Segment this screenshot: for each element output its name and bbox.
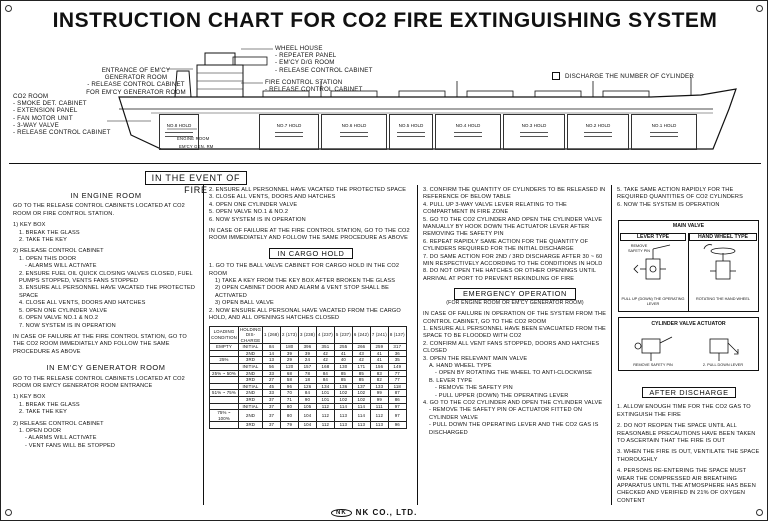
instruction-text: IN CASE OF FAILURE AT THE FIRE CONTROL STATION, GO TO THE CO2 ROOM IMMEDIATELY AND FOLLOW THE SAME PROCEDURE AS ABOVE [13,333,187,355]
table-cell: 42 [352,357,370,364]
ship-label: ENTRANCE OF EM'CY GENERATOR ROOM [101,67,171,82]
table-cell: 24 [298,357,316,364]
instruction-text: 2. TAKE THE KEY [19,237,67,244]
table-cell: 97 [388,403,406,410]
instruction-text: 6. NOW SYSTEM IS IN OPERATION [209,216,306,223]
instruction-text: 4. OPEN ONE CYLINDER VALVE [209,201,298,208]
table-cell: 85 [334,370,352,377]
main-valve-label: MAIN VALVE [672,223,705,229]
hold-label: NO.1 HOLD [651,123,677,128]
table-cell: 114 [352,410,370,422]
instruction-text: 1. OPEN DOOR [19,427,62,434]
table-cell: 36 [388,350,406,357]
table-header: 1 (268) [263,326,281,344]
table-cell: 84 [263,344,281,351]
table-cell: 13 [263,357,281,364]
table-cell: 78 [298,370,316,377]
discharge-cell: 3RD [238,377,262,384]
table-cell: 70 [281,390,299,397]
hold-label: NO.4 HOLD [455,123,481,128]
caption: PULL UP (DOWN) THE OPERATING LEVER [621,297,685,306]
ship-label: - RELEASE CONTROL CABINET [13,129,111,137]
table-cell: 96 [388,422,406,429]
table-cell: 118 [388,383,406,390]
table-cell: 130 [334,364,352,371]
table-cell: 39 [281,350,299,357]
discharge-cell: INITIAL [238,383,262,390]
table-row [210,390,407,397]
instruction-text: 5. TAKE SAME ACTION RAPIDLY FOR THE REQUIRED QUANTITIES OF CO2 CYLINDERS [617,187,743,201]
table-cell: 171 [352,364,370,371]
column-divider [203,185,204,505]
emcy-gen-label: EM'CY GEN. RM [179,144,214,149]
table-cell: 99 [370,390,388,397]
hold-label: NO.8 HOLD [166,123,192,128]
table-cell: 79 [281,422,299,429]
instruction-text: 1) KEY BOX [13,394,46,401]
hold-compartment [503,114,565,150]
instruction-text: 1. ALLOW ENOUGH TIME FOR THE CO2 GAS TO EXTINGUISH THE FIRE [617,404,751,418]
instruction-text: 3) OPEN BALL VALVE [215,300,274,307]
table-cell: 85 [352,377,370,384]
instruction-text: 1. ENSURE ALL PERSONNEL HAVE BEEN EVACUATED FROM THE SPACE TO BE FLOODED WITH CO2 [423,325,606,340]
engine-room-column [13,187,199,450]
table-header: 8 (137) [388,326,406,344]
ship-label: WHEEL HOUSE [275,45,323,52]
instruction-text: 4. PERSONS RE-ENTERING THE SPACE MUST WEAR THE COMPRESSED AIR BREATHING APPARATUS UNTIL THE ATMOSPHERE HAS BEEN CHECKED AND VERIFIED IN 21% OF OXYGEN CONTENT [617,468,756,504]
table-row [210,403,407,410]
table-cell: 114 [334,403,352,410]
instruction-text: - OPEN BY ROTATING THE WHEEL TO ANTI-CLOCKWISE [435,370,593,377]
column-divider [611,185,612,505]
caption: 2. PULL DOWN LEVER [702,363,744,367]
table-cell: 40 [334,357,352,364]
instruction-text: 2. TAKE THE KEY [19,409,67,416]
table-header: 3 (238) [298,326,316,344]
discharge-cell: INITIAL [238,344,262,351]
table-cell: 126 [298,383,316,390]
hold-label: NO.2 HOLD [585,123,611,128]
instruction-text: 2. NOW ENSURE ALL PERSONAL HAVE VACATED FROM THE CARGO HOLD, AND ALL OPENINGS HATCHES CLOSED [209,307,401,322]
table-cell: 156 [370,364,388,371]
col2 [209,187,413,429]
loading-condition-cell [210,397,239,404]
ship-label: - EXTENSION PANEL [13,107,78,115]
table-cell: 114 [352,403,370,410]
instruction-text: 3. OPEN THE RELEVANT MAIN VALVE [423,355,528,362]
ship-label: CO2 ROOM [13,93,49,100]
instruction-text: 4. CLOSE ALL VENTS, DOORS AND HATCHES [19,300,146,307]
hold-compartment [567,114,629,150]
column-divider [417,185,418,505]
table-cell: 86 [388,397,406,404]
table-cell: 42 [316,350,334,357]
table-cell: 82 [370,377,388,384]
caption: REMOVE SAFETY PIN [633,363,673,367]
instruction-text: 3. CONFIRM THE QUANTITY OF CYLINDERS TO BE RELEASED IN REFERENCE OF BELOW TABLE [423,187,606,201]
hold-compartment [435,114,501,150]
table-cell: 102 [352,397,370,404]
ship-label: FOR EM'CY GENERATOR ROOM [86,88,186,96]
table-cell: 18 [298,377,316,384]
ship-label: - RELEASE CONTROL CABINET [275,66,373,74]
table-header: 5 (237) [334,326,352,344]
table-cell: 101 [316,397,334,404]
instruction-text: IN CASE OF FAILURE AT THE FIRE CONTROL STATION, GO TO THE CO2 ROOM IMMEDIATELY AND FOLLOW THE SAME PROCEDURE AS ABOVE [209,228,410,242]
table-cell: 112 [316,403,334,410]
hold-label: NO.5 HOLD [398,123,424,128]
section-subheading: (FOR ENGINE ROOM OR EM'CY GENERATOR ROOM) [446,299,584,306]
table-cell: 41 [370,357,388,364]
section-heading: IN CARGO HOLD [269,248,354,259]
table-cell: 180 [281,344,299,351]
table-cell: 14 [263,350,281,357]
table-header: 7 (241) [370,326,388,344]
instruction-text: 2. CONFIRM ALL VENT FANS STOPPED, DOORS AND HATCHES CLOSED [423,340,600,355]
table-header-top: HOLDING [239,326,262,332]
table-cell: 120 [281,364,299,371]
section-heading: IN EM'CY GENERATOR ROOM [46,363,166,373]
ship-label: - 3-WAY VALVE [13,121,59,129]
table-cell: 133 [370,383,388,390]
table-cell: 42 [316,357,334,364]
table-cell: 85 [352,370,370,377]
loading-condition-cell: 25% [210,357,239,364]
table-cell: 80 [281,403,299,410]
section-heading: IN ENGINE ROOM [70,191,142,200]
table-header: LOADING CONDITION [210,326,239,344]
table-cell: 77 [388,377,406,384]
discharge-cell: 3RD [238,422,262,429]
hold-compartment [631,114,697,150]
table-cell: 56 [263,364,281,371]
loading-condition-cell [210,364,239,371]
discharge-cell: INITIAL [238,364,262,371]
instruction-text: 3. WHEN THE FIRE IS OUT, VENTILATE THE SPACE THOROUGHLY [617,449,760,463]
instruction-text: - PULL UPPER (DOWN) THE OPERATING LEVER [435,392,569,399]
table-cell: 104 [298,410,316,422]
table-cell: 97 [388,410,406,422]
table-row [210,364,407,371]
table-cell: 105 [298,403,316,410]
table-cell: 112 [370,410,388,422]
instruction-text: - REMOVE THE SAFETY PIN OF ACTUATOR FITTED ON CYLINDER VALVE [429,407,583,421]
table-cell: 255 [334,344,352,351]
instruction-text: 5. OPEN ONE CYLINDER VALVE [19,307,108,314]
mounting-hole [756,509,763,516]
ship-label: - REPEATER PANEL [275,52,337,60]
ship-label: - RELEASE CONTROL CABINET [265,86,363,94]
table-cell: 157 [298,364,316,371]
table-header: 6 (242) [352,326,370,344]
instruction-text: 4. PULL UP 3-WAY VALVE LEVER RELATING TO THE COMPARTMENT IN FIRE ZONE [423,201,567,216]
table-cell: 149 [388,364,406,371]
instruction-text: 1. OPEN THIS DOOR [19,255,77,262]
table-cell: 104 [298,422,316,429]
table-cell: 137 [352,383,370,390]
table-row [210,350,407,357]
hold-label: NO.7 HOLD [276,123,302,128]
instruction-text: 6. NOW THE SYSTEM IS OPERATION [617,201,720,208]
company-logo: NK [331,509,352,517]
lever-type-label: LEVER TYPE [620,233,686,241]
table-cell: 136 [334,383,352,390]
table-cell: 41 [334,350,352,357]
footer [331,508,417,517]
table-row [210,410,407,422]
loading-condition-cell [210,350,239,357]
table-cell: 111 [370,403,388,410]
table-row [210,383,407,390]
table-cell: 96 [281,383,299,390]
table-cell: 68 [281,370,299,377]
loading-condition-cell: 51% ~ 75% [210,390,239,397]
table-header-mid: DIS-CHARGE [240,332,261,343]
engine-room-label: ENGINE ROOM [177,136,210,141]
loading-condition-cell [210,403,239,410]
table-cell: 112 [316,410,334,422]
table-cell: 45 [263,383,281,390]
table-cell: 113 [334,422,352,429]
actuator-label: CYLINDER VALVE ACTUATOR [651,321,726,327]
loading-condition-cell [210,377,239,384]
table-cell: 39 [298,350,316,357]
col3 [423,187,607,437]
ship-label: FIRE CONTROL STATION [265,79,343,86]
section-heading: EMERGENCY OPERATION [454,288,576,299]
instruction-text: 2. ENSURE FUEL OIL QUICK CLOSING VALVES CLOSED, FUEL PUMPS STOPPED, VENTS FANS STOPPED [19,270,193,285]
mounting-hole [5,509,12,516]
event-title: IN THE EVENT OF FIRE [145,171,247,185]
instruction-text: 1. BREAK THE GLASS [19,229,80,236]
table-cell: 102 [352,390,370,397]
ship-label: - RELEASE CONTROL CABINET [87,81,185,89]
hold-label: NO.6 HOLD [341,123,367,128]
loading-condition-cell: 25% ~ 50% [210,370,239,377]
loading-condition-cell: EMPTY [210,344,239,351]
instruction-text: 8. DO NOT OPEN THE HATCHES OR OTHER OPENINGS UNTIL ARRIVAL AT PORT TO PREVENT REKINDLING OF FIRE [423,268,596,282]
hold-label: NO.3 HOLD [521,123,547,128]
instruction-text: 5. GO TO THE CO2 CYLINDER AND OPEN THE CYLINDER VALVE MANUALLY BY HOOK DOWN THE ACTUATOR LEVER AFTER REMOVING THE SAFETY PIN [423,216,603,238]
hold-compartment [259,114,319,150]
instruction-text: - ALARMS WILL ACTIVATE [25,263,97,270]
table-cell: 101 [316,390,334,397]
table-cell: 112 [316,422,334,429]
table-cell: 99 [370,397,388,404]
ship-label: - FAN MOTOR UNIT [13,114,73,122]
legend-label: DISCHARGE THE NUMBER OF CYLINDER [565,73,695,80]
table-cell: 351 [316,344,334,351]
divider [9,163,761,164]
discharge-cell: 2ND [238,390,262,397]
table-cell: 41 [370,350,388,357]
table-cell: 35 [388,357,406,364]
table-cell: 113 [334,410,352,422]
instruction-text: 6. REPEAT RAPIDLY SAME ACTION FOR THE QUANTITY OF CYLINDERS REQUIRED FOR THE INITIAL DISCHARGE [423,238,589,253]
table-cell: 37 [263,397,281,404]
hand-wheel-type-label: HAND WHEEL TYPE [689,233,757,241]
hold-compartment [389,114,433,150]
table-header: 2 (173) [281,326,299,344]
instruction-text: 3. ENSURE ALL PERSONNEL HAVE VACATED THE PROTECTED SPACE [19,285,196,299]
table-cell: 396 [298,344,316,351]
instruction-text: 2) OPEN CABINET DOOR AND ALARM & VENT STOP SHALL BE ACTIVATED [215,285,389,299]
table-cell: 27 [263,377,281,384]
cylinder-table [209,326,407,430]
caption: ROTATING THE HAND WHEEL [695,297,750,301]
table-cell: 84 [298,390,316,397]
table-cell: 266 [352,344,370,351]
legend-swatch [552,72,560,80]
page-title: INSTRUCTION CHART FOR CO2 FIRE EXTINGUISHING SYSTEM [52,9,718,32]
table-cell: 84 [316,370,334,377]
instruction-text: - VENT FANS WILL BE STOPPED [25,442,116,449]
table-cell: 71 [281,397,299,404]
discharge-cell: 2ND [238,350,262,357]
table-cell: 80 [281,410,299,422]
table-row [210,422,407,429]
loading-condition-cell: 75% ~ 100% [210,410,239,422]
table-row [210,377,407,384]
instruction-text: - PULL DOWN THE OPERATING LEVER AND THE CO2 GAS IS DISCHARGED [429,422,599,436]
ship-label: - SMOKE DET. CABINET [13,100,87,108]
table-cell: 43 [352,350,370,357]
table-cell: 134 [316,383,334,390]
table-cell: 33 [263,370,281,377]
after-discharge-section [617,387,761,505]
discharge-cell: 3RD [238,397,262,404]
table-row [210,344,407,351]
table-cell: 259 [370,344,388,351]
instruction-text: 2. ENSURE ALL PERSONNEL HAVE VACATED THE PROTECTED SPACE [209,187,407,193]
table-cell: 168 [316,364,334,371]
table-cell: 77 [388,370,406,377]
loading-condition-cell [210,422,239,429]
instruction-text: GO TO THE RELEASE CONTROL CABINETS LOCATED AT CO2 ROOM OR EM'CY GENERATOR ROOM ENTRANCE [13,375,185,389]
instruction-text: B. LEVER TYPE [429,377,473,384]
table-cell: 87 [388,390,406,397]
discharge-cell: 3RD [238,357,262,364]
instruction-text: 2) RELEASE CONTROL CABINET [13,248,104,255]
instruction-text: 2) RELEASE CONTROL CABINET [13,420,104,427]
table-cell: 37 [263,422,281,429]
table-cell: 37 [263,403,281,410]
instruction-text: 7. NOW SYSTEM IS IN OPERATION [19,322,116,329]
table-cell: 33 [263,390,281,397]
instruction-text: 6. OPEN VALVE NO.1 & NO.2 [19,315,99,322]
table-header [238,326,262,344]
instruction-text: GO TO THE RELEASE CONTROL CABINETS LOCATED AT CO2 ROOM OR FIRE CONTROL STATION. [13,203,185,217]
table-cell: 102 [334,397,352,404]
instruction-text: A. HAND WHEEL TYPE [429,362,492,369]
ship-label: - EM'CY D/G ROOM [275,59,335,67]
instruction-text: 1. GO TO THE BALL VALVE CABINET FOR CARGO HOLD IN THE CO2 ROOM [209,263,400,277]
table-row [210,397,407,404]
table-cell: 84 [316,377,334,384]
table-cell: 37 [263,410,281,422]
table-cell: 29 [281,357,299,364]
instruction-text: 4. GO TO THE CO2 CYLINDER AND OPEN THE CYLINDER VALVE [423,399,603,406]
discharge-cell: INITIAL [238,403,262,410]
instruction-text: 3. CLOSE ALL VENTS, DOORS AND HATCHES [209,194,336,201]
instruction-text: - REMOVE THE SAFETY PIN [435,385,513,392]
col4 [617,187,761,209]
instruction-text: 5. OPEN VALVE NO.1 & NO.2 [209,209,289,216]
caption: REMOVE SAFETY PIN [627,244,651,253]
instruction-text: 1) KEY BOX [13,222,46,229]
company-name: NK CO., LTD. [355,508,418,517]
table-cell: 58 [281,377,299,384]
instruction-text: 7. DO SAME ACTION FOR 2ND / 3RD DISCHARGE AFTER 30 ~ 60 MIN RESPECTIVELY ACCORDING TO THE CONDITIONS IN HOLD [423,253,603,268]
table-cell: 90 [298,397,316,404]
discharge-cell: 2ND [238,370,262,377]
table-row [210,357,407,364]
table-cell: 113 [370,422,388,429]
table-header: 4 (237) [316,326,334,344]
discharge-cell: 2ND [238,410,262,422]
actuator-drawings [620,329,760,363]
table-cell: 317 [388,344,406,351]
loading-condition-cell [210,383,239,390]
hold-compartment [321,114,387,150]
instruction-text: 2. DO NOT REOPEN THE SPACE UNTIL ALL REASONABLE PRECAUTIONS HAVE BEEN TAKEN TO ASCERTAIN THAT THE FIRE IS OUT [617,423,756,445]
table-cell: 85 [334,377,352,384]
table-cell: 102 [334,390,352,397]
section-heading: AFTER DISCHARGE [642,387,735,398]
table-row [210,370,407,377]
instruction-text: 1. BREAK THE GLASS [19,401,80,408]
instruction-text: 1) TAKE A KEY FROM THE KEY BOX AFTER BROKEN THE GLASS [215,278,396,285]
instruction-text: IN CASE OF FAILURE IN OPERATION OF THE SYSTEM FROM THE CONTROL CABINET, GO TO THE CO2 ROOM [423,311,607,325]
table-cell: 113 [352,422,370,429]
table-cell: 83 [370,370,388,377]
instruction-text: - ALARMS WILL ACTIVATE [25,435,97,442]
